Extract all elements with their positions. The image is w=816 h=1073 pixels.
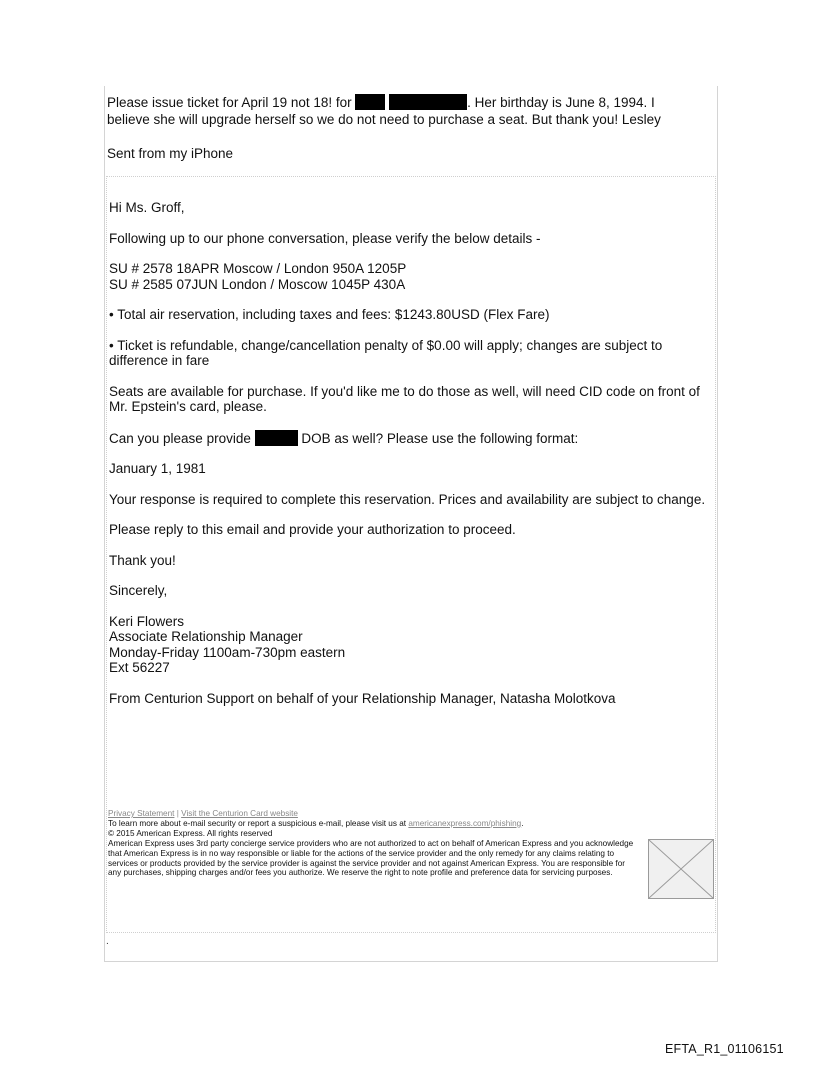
signature-hours: Monday-Friday 1100am-730pm eastern	[109, 644, 346, 660]
centurion-website-link[interactable]: Visit the Centurion Card website	[181, 809, 298, 818]
sent-from-signature: Sent from my iPhone	[107, 146, 234, 161]
broken-image-icon	[649, 840, 713, 898]
centurion-from-line: From Centurion Support on behalf of your Relationship Manager, Natasha Molotkova	[109, 690, 616, 706]
signature-title: Associate Relationship Manager	[109, 629, 303, 644]
flight-segment: SU # 2578 18APR Moscow / London 950A 1205P	[109, 261, 407, 276]
date-format-example: January 1, 1981	[109, 461, 206, 476]
reply-line-1: Please issue ticket for April 19 not 18! for . Her birthday is June 8, 1994. I	[107, 95, 655, 110]
signature-ext: Ext 56227	[109, 660, 170, 675]
fare-bullet: • Total air reservation, including taxes and fees: $1243.80USD (Flex Fare)	[109, 307, 550, 322]
trailing-dot: .	[106, 936, 109, 947]
privacy-statement-link[interactable]: Privacy Statement	[108, 809, 175, 818]
redaction-block	[355, 94, 385, 110]
signature-name: Keri Flowers	[109, 613, 185, 629]
phishing-link[interactable]: americanexpress.com/phishing	[408, 818, 522, 828]
reply-text	[107, 94, 715, 128]
greeting: Hi Ms. Groff,	[109, 200, 185, 215]
flight-segment: SU # 2585 07JUN London / Moscow 1045P 430A	[109, 276, 406, 292]
security-notice: To learn more about e-mail security or report a suspicious e-mail, please visit us at americanexpress.com/phishing.	[108, 818, 524, 828]
email-footer	[108, 809, 640, 878]
seats-text: Seats are available for purchase. If you'd like me to do those as well, will need CID code on front of Mr. Epstein's card, please.	[109, 383, 700, 414]
reply-instruction: Please reply to this email and provide your authorization to proceed.	[109, 522, 516, 537]
refund-bullet: • Ticket is refundable, change/cancellation penalty of $0.00 will apply; changes are subject to difference in fare	[109, 337, 663, 368]
document-id: EFTA_R1_01106151	[665, 1042, 784, 1056]
sincerely: Sincerely,	[109, 583, 168, 598]
missing-image-icon	[648, 839, 714, 899]
copyright: © 2015 American Express. All rights reserved	[108, 828, 273, 838]
redaction-block	[255, 430, 298, 446]
disclaimer: American Express uses 3rd party concierge service providers who are not authorized to act on behalf of American Express and you acknowledge that American Express is in no way responsible or liable for the actions of the service provider and the only remedy for any claims relating to services or products provided by the service provider is against the service provider and not against American Express. You are responsible for any purchases, shipping charges and/or fees you authorize. We reserve the right to note profile and preference data for servicing purposes.	[108, 838, 634, 878]
footer-links: Privacy Statement | Visit the Centurion Card website	[108, 809, 298, 818]
redaction-block	[389, 94, 467, 110]
reply-line-2: believe she will upgrade herself so we do not need to purchase a seat. But thank you! Lesley	[107, 112, 661, 127]
response-required: Your response is required to complete this reservation. Prices and availability are subject to change.	[109, 491, 706, 507]
followup-text: Following up to our phone conversation, please verify the below details -	[109, 230, 541, 246]
thank-you: Thank you!	[109, 552, 176, 568]
quoted-message	[109, 200, 713, 706]
dob-request: Can you please provide DOB as well? Please use the following format:	[109, 430, 579, 446]
